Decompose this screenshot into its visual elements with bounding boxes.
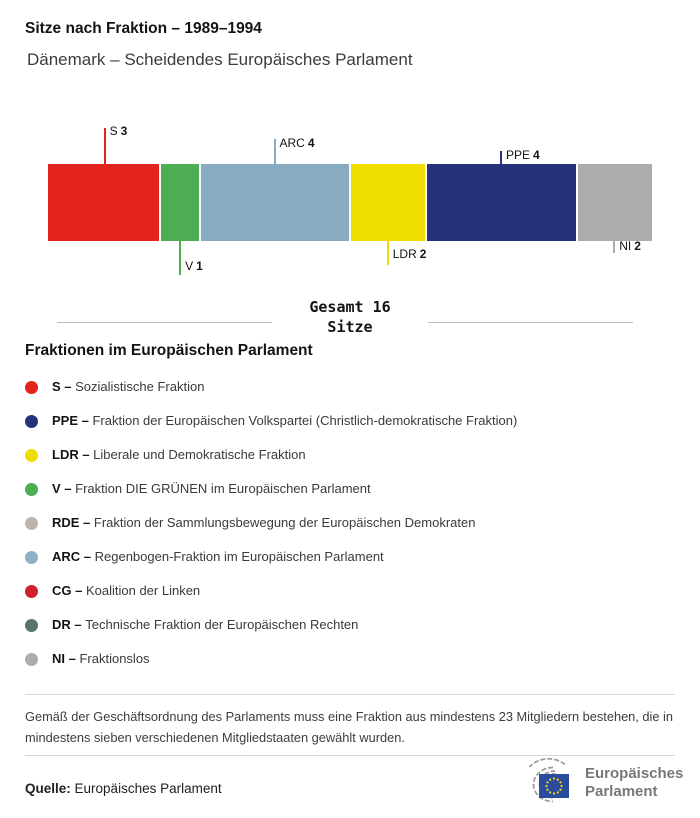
total-seats-label: [0, 297, 700, 337]
tick-ARC: [274, 139, 276, 164]
bar-segment-S: [48, 164, 159, 241]
tick-S: [104, 128, 106, 164]
bar-label-S: [110, 125, 128, 138]
legend-title: Fraktionen im Europäischen Parlament: [25, 342, 313, 359]
bar-label-value-NI: 2: [634, 239, 641, 253]
seats-bar-chart: [48, 120, 652, 280]
tick-PPE: [500, 151, 502, 164]
tick-V: [179, 241, 181, 275]
legend-item-name: Technische Fraktion der Europäischen Rechten: [85, 617, 359, 632]
source-label: Quelle:: [25, 781, 71, 796]
legend-item-S: [25, 370, 680, 404]
footnote-divider-top: [25, 694, 675, 695]
bar-segment-LDR: [351, 164, 425, 241]
total-seats-line2: Sitze: [327, 318, 373, 336]
bar-label-code-ARC: ARC: [279, 136, 305, 150]
bar-label-code-PPE: PPE: [506, 148, 531, 162]
legend-item-code: RDE –: [52, 515, 94, 530]
bar-label-value-ARC: 4: [307, 136, 315, 150]
bar-label-V: [185, 260, 203, 273]
legend-item-name: Regenbogen-Fraktion im Europäischen Parlament: [94, 549, 384, 564]
bar-label-NI: [619, 240, 641, 253]
bar-segment-NI: [578, 164, 652, 241]
legend-item-RDE: [25, 506, 680, 540]
bar-label-ARC: [280, 137, 315, 150]
legend-item-name: Fraktion der Europäischen Volkspartei (Christlich-demokratische Fraktion): [92, 413, 518, 428]
source-value: Europäisches Parlament: [74, 781, 222, 796]
legend-item-name: Liberale und Demokratische Fraktion: [93, 447, 306, 462]
legend-color-dot-DR: [25, 619, 38, 632]
legend-color-dot-NI: [25, 653, 38, 666]
bar-label-value-V: 1: [196, 259, 203, 273]
legend-item-PPE: [25, 404, 680, 438]
legend-item-DR: [25, 608, 680, 642]
legend-item-name: Koalition der Linken: [85, 583, 201, 598]
legend-items: [25, 370, 680, 676]
legend-item-name: Fraktion DIE GRÜNEN im Europäischen Parlament: [75, 481, 371, 496]
bar-segment-ARC: [201, 164, 350, 241]
logo-wordmark: [585, 765, 683, 801]
hemicycle-flag-icon: [503, 758, 579, 808]
legend-item-CG: [25, 574, 680, 608]
tick-NI: [613, 241, 615, 253]
bar-label-value-S: 3: [120, 124, 128, 138]
legend-item-ARC: [25, 540, 680, 574]
legend: [25, 342, 680, 676]
legend-color-dot-PPE: [25, 415, 38, 428]
logo-line2: Parlament: [585, 783, 658, 800]
stacked-bar: [48, 164, 652, 241]
legend-color-dot-V: [25, 483, 38, 496]
bar-segment-PPE: [427, 164, 576, 241]
legend-item-code: DR –: [52, 617, 86, 632]
european-parliament-logo: [503, 758, 683, 808]
bar-label-code-LDR: LDR: [392, 247, 417, 261]
page-subtitle: Dänemark – Scheidendes Europäisches Parlament: [27, 50, 413, 69]
legend-color-dot-S: [25, 381, 38, 394]
legend-item-code: CG –: [52, 583, 86, 598]
bar-label-value-LDR: 2: [419, 247, 427, 261]
source-line: [25, 781, 222, 796]
bar-label-value-PPE: 4: [533, 148, 540, 162]
page-title: Sitze nach Fraktion – 1989–1994: [25, 20, 262, 37]
legend-item-V: [25, 472, 680, 506]
legend-item-name: Fraktionslos: [79, 651, 150, 666]
legend-item-NI: [25, 642, 680, 676]
legend-color-dot-RDE: [25, 517, 38, 530]
bar-label-PPE: [506, 149, 540, 162]
logo-line1: Europäisches: [585, 765, 684, 782]
legend-item-name: Fraktion der Sammlungsbewegung der Europäischen Demokraten: [93, 515, 476, 530]
bar-segment-V: [161, 164, 198, 241]
legend-item-code: NI –: [52, 651, 80, 666]
bar-label-code-S: S: [109, 124, 118, 138]
legend-item-code: ARC –: [52, 549, 95, 564]
bar-label-code-V: V: [185, 259, 194, 273]
footnote-divider-bottom: [25, 755, 675, 756]
legend-item-code: V –: [52, 481, 76, 496]
tick-LDR: [387, 241, 389, 265]
legend-color-dot-CG: [25, 585, 38, 598]
legend-item-code: S –: [52, 379, 76, 394]
legend-color-dot-LDR: [25, 449, 38, 462]
legend-item-code: PPE –: [52, 413, 93, 428]
footnote-text: Gemäß der Geschäftsordnung des Parlaments muss eine Fraktion aus mindestens 23 Mitgliedern bestehen, die in mindestens sieben verschiedenen Mitgliedstaaten gewählt wurden.: [25, 709, 674, 745]
legend-item-name: Sozialistische Fraktion: [75, 379, 205, 394]
bar-label-code-NI: NI: [619, 239, 632, 253]
legend-color-dot-ARC: [25, 551, 38, 564]
legend-item-code: LDR –: [52, 447, 94, 462]
total-seats-line1: Gesamt 16: [309, 298, 391, 316]
legend-item-LDR: [25, 438, 680, 472]
bar-label-LDR: [393, 248, 427, 261]
